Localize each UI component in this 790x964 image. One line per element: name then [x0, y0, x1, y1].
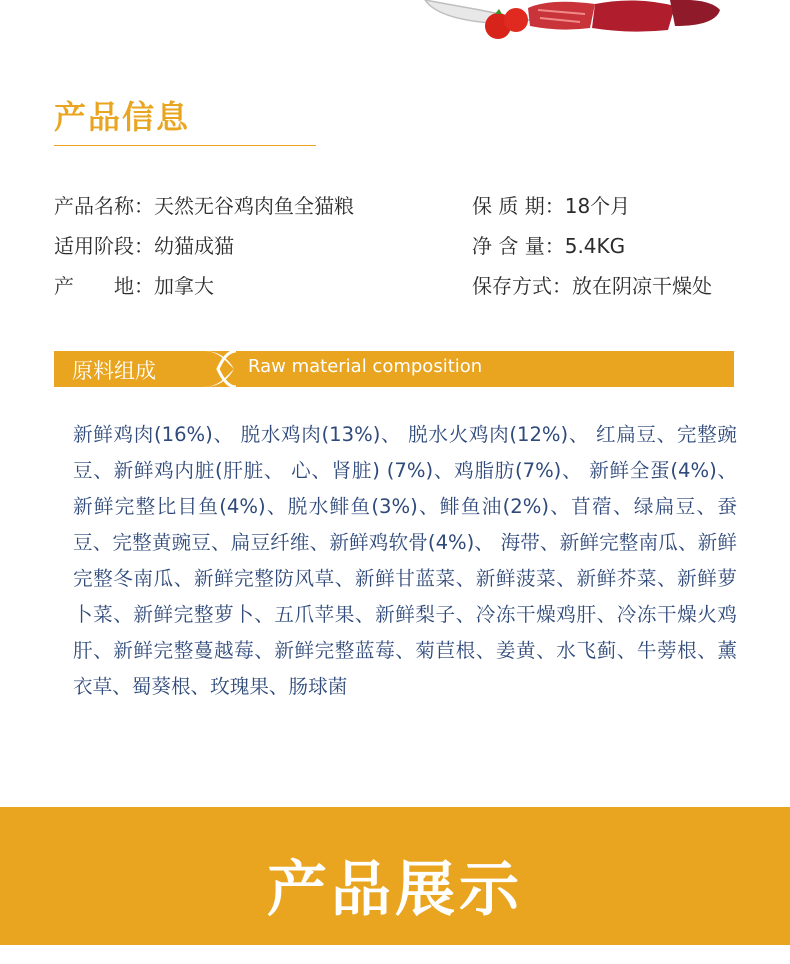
weight-value: 5.4KG: [564, 234, 626, 258]
footer-title: 产品展示: [267, 855, 523, 925]
ingredients-text: 新鲜鸡肉(16%)、 脱水鸡肉(13%)、 脱水火鸡肉(12%)、 红扁豆、完整豌豆、新鲜鸡内脏(肝脏、 心、肾脏) (7%)、鸡脂肪(7%)、 新鲜全蛋(4%)、 新鲜完整比目鱼(4%)、脱水鲱鱼(3%)、鲱鱼油(2%)、苜蓿、绿扁豆、蚕豆、完整黄豌豆、扁豆纤维、新鲜鸡软骨(4%)、 海带、新鲜完整南瓜、新鲜完整冬南瓜、新鲜完整防风草、新鲜甘蓝菜、新鲜菠菜、新鲜芥菜、新鲜萝卜菜、新鲜完整萝卜、五爪苹果、新鲜梨子、冷冻干燥鸡肝、冷冻干燥火鸡肝、新鲜完整蔓越莓、新鲜完整蓝莓、菊苣根、姜黄、水飞蓟、牛蒡根、薰衣草、蜀葵根、玫瑰果、肠球菌: [73, 423, 737, 698]
name-label: 产品名称：: [54, 194, 154, 218]
banner-title-cn: 原料组成: [72, 359, 156, 383]
name-value: 天然无谷鸡肉鱼全猫粮: [154, 194, 354, 218]
section-title: 产品信息: [54, 98, 191, 136]
origin-label: 产 地：: [54, 274, 154, 298]
shelf-label: 保 质 期：: [472, 194, 565, 218]
banner-title-en: Raw material composition: [248, 356, 483, 377]
title-underline: [54, 145, 316, 146]
composition-banner: [54, 351, 734, 387]
stage-value: 幼猫成猫: [154, 234, 234, 258]
storage-value: 放在阴凉干燥处: [572, 274, 712, 298]
info-row-storage: [472, 270, 712, 299]
info-row-stage: [54, 230, 234, 259]
info-row-shelf: [472, 190, 630, 219]
info-row-name: [54, 190, 354, 219]
info-row-weight: [472, 230, 625, 259]
food-image: [420, 0, 730, 45]
shelf-value: 18个月: [564, 194, 631, 218]
weight-label: 净 含 量：: [472, 234, 565, 258]
stage-label: 适用阶段：: [54, 234, 154, 258]
origin-value: 加拿大: [154, 274, 214, 298]
info-row-origin: [54, 270, 214, 299]
storage-label: 保存方式：: [472, 274, 572, 298]
